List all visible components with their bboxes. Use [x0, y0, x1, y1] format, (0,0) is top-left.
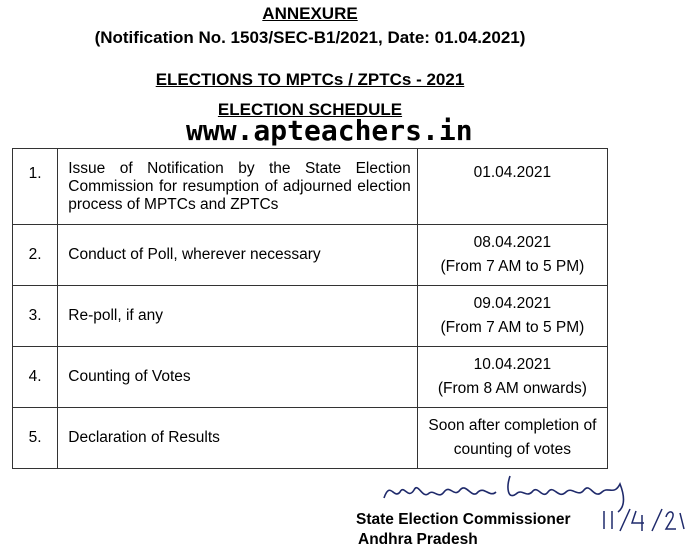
annexure-heading: ANNEXURE: [262, 4, 358, 23]
time-value: (From 7 AM to 5 PM): [440, 258, 585, 275]
handwritten-date: [600, 505, 690, 535]
table-row: [13, 225, 608, 286]
row-number: 4.: [13, 347, 58, 408]
row-number: 1.: [13, 149, 58, 225]
time-value: (From 7 AM to 5 PM): [440, 319, 585, 336]
row-date: [417, 286, 607, 347]
row-number: 5.: [13, 408, 58, 469]
row-description: Issue of Notification by the State Election Commission for resumption of adjourned election process of MPTCs and ZPTCs: [58, 149, 418, 225]
signature-stroke-1: [384, 488, 496, 498]
date-value: 09.04.2021: [473, 295, 552, 312]
elections-heading: ELECTIONS TO MPTCs / ZPTCs - 2021: [155, 70, 465, 89]
table-row: [13, 408, 608, 469]
row-description: Counting of Votes: [58, 347, 418, 408]
row-date: [417, 149, 607, 225]
row-description: Declaration of Results: [58, 408, 418, 469]
time-value: (From 8 AM onwards): [437, 380, 587, 397]
date-value: 08.04.2021: [473, 234, 552, 251]
row-date: [417, 347, 607, 408]
date-value: Soon after completion of: [428, 417, 597, 434]
table-row: [13, 347, 608, 408]
state-name: Andhra Pradesh: [358, 531, 478, 548]
notification-line: (Notification No. 1503/SEC-B1/2021, Date: 01.04.2021): [94, 28, 526, 47]
schedule-heading: ELECTION SCHEDULE: [217, 100, 403, 119]
date-value: 01.04.2021: [473, 164, 552, 181]
row-number: 3.: [13, 286, 58, 347]
table-row: [13, 149, 608, 225]
row-date: [417, 225, 607, 286]
row-description: Conduct of Poll, wherever necessary: [58, 225, 418, 286]
date-stroke: [604, 509, 684, 531]
row-description: Re-poll, if any: [58, 286, 418, 347]
date-value: 10.04.2021: [473, 356, 552, 373]
commissioner-title: State Election Commissioner: [356, 511, 571, 528]
row-number: 2.: [13, 225, 58, 286]
time-value: counting of votes: [453, 441, 571, 458]
watermark-url: www.apteachers.in: [186, 114, 473, 147]
schedule-table: [12, 148, 608, 469]
table-row: [13, 286, 608, 347]
row-date: [417, 408, 607, 469]
